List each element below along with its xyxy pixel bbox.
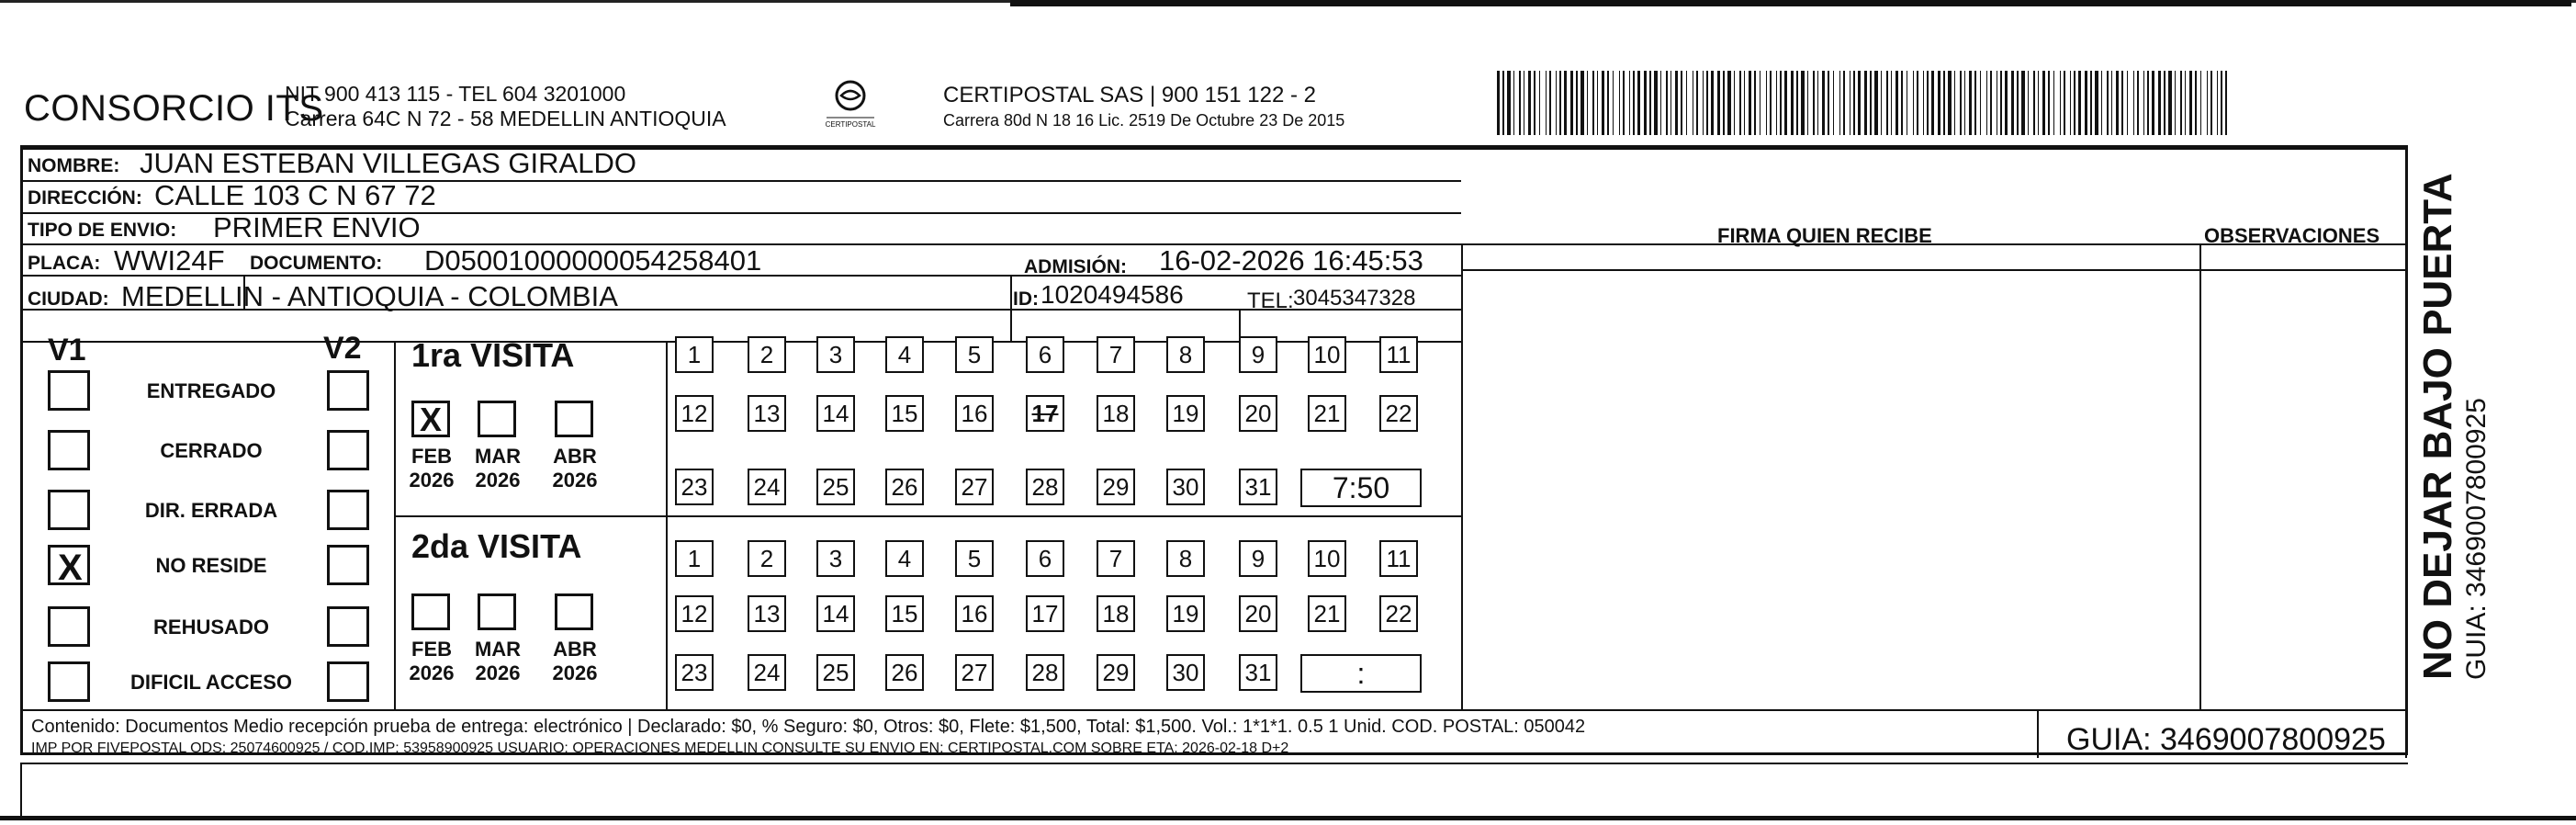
month-label: ABR 2026 [552, 445, 598, 492]
day-box[interactable]: 9 [1239, 540, 1277, 577]
day-box[interactable]: 19 [1166, 395, 1205, 432]
scan-edge-top-thick [1010, 0, 2571, 6]
form-bottom-line [20, 763, 2408, 764]
month-checkbox[interactable] [411, 593, 450, 630]
side-warning: NO DEJAR BAJO PUERTA [2415, 173, 2460, 680]
ciudad-value: MEDELLIN - ANTIOQUIA - COLOMBIA [121, 280, 618, 312]
day-box[interactable]: 20 [1239, 595, 1277, 632]
v1-checkbox[interactable] [48, 545, 90, 588]
status-label: DIFICIL ACCESO [129, 671, 292, 694]
day-box[interactable]: 5 [955, 336, 994, 373]
day-box[interactable]: 6 [1026, 540, 1064, 577]
day-box[interactable]: 25 [816, 469, 855, 505]
month-checkbox[interactable] [555, 593, 593, 630]
v1-checkbox[interactable] [48, 661, 90, 702]
footer-guia: GUIA: 3469007800925 [2066, 722, 2386, 757]
day-box[interactable]: 15 [885, 395, 924, 432]
admision-label: ADMISIÓN: [1024, 256, 1127, 277]
status-label: ENTREGADO [146, 379, 276, 402]
day-box[interactable]: 29 [1097, 469, 1135, 505]
day-box[interactable]: 4 [885, 336, 924, 373]
day-box[interactable]: 22 [1379, 395, 1418, 432]
tel-value: 3045347328 [1293, 286, 1416, 311]
day-box[interactable]: 9 [1239, 336, 1277, 373]
day-box[interactable]: 31 [1239, 654, 1277, 691]
month-checkbox[interactable] [555, 401, 593, 437]
second-visit-title: 2da VISITA [411, 527, 582, 565]
v2-checkbox[interactable] [327, 661, 369, 702]
day-box[interactable]: 11 [1379, 540, 1418, 577]
day-box[interactable]: 17 [1026, 595, 1064, 632]
day-box[interactable]: 14 [816, 395, 855, 432]
day-box[interactable]: 15 [885, 595, 924, 632]
day-box[interactable]: 18 [1097, 595, 1135, 632]
v1-header: V1 [48, 333, 86, 367]
direccion-value: CALLE 103 C N 67 72 [154, 179, 436, 211]
day-box[interactable]: 7 [1097, 336, 1135, 373]
day-box[interactable]: 4 [885, 540, 924, 577]
day-box[interactable]: 30 [1166, 469, 1205, 505]
day-box[interactable]: 2 [748, 336, 786, 373]
day-box[interactable]: 10 [1308, 336, 1346, 373]
day-box[interactable]: 7 [1097, 540, 1135, 577]
day-box[interactable]: 13 [748, 595, 786, 632]
day-box[interactable]: 26 [885, 654, 924, 691]
day-box[interactable]: 23 [675, 469, 714, 505]
direccion-label: DIRECCIÓN: [28, 187, 142, 209]
month-label: ABR 2026 [552, 638, 598, 684]
id-label: ID: [1013, 288, 1039, 310]
check-mark-icon: X [420, 401, 443, 438]
status-label: CERRADO [160, 439, 263, 462]
day-box[interactable]: 17 [1026, 395, 1064, 432]
day-box[interactable]: 28 [1026, 469, 1064, 505]
barcode [1497, 71, 2227, 135]
day-box[interactable]: 5 [955, 540, 994, 577]
v2-checkbox[interactable] [327, 370, 369, 411]
v1-checkbox[interactable] [48, 370, 90, 411]
day-box[interactable]: 29 [1097, 654, 1135, 691]
day-box[interactable]: 8 [1166, 540, 1205, 577]
day-box[interactable]: 21 [1308, 395, 1346, 432]
day-box[interactable]: 16 [955, 595, 994, 632]
day-box[interactable]: 3 [816, 540, 855, 577]
v2-checkbox[interactable] [327, 606, 369, 647]
time-box[interactable]: : [1300, 654, 1422, 693]
day-box[interactable]: 27 [955, 469, 994, 505]
side-vertical-text [2415, 173, 2492, 680]
ciudad-label: CIUDAD: [28, 288, 109, 310]
v2-checkbox[interactable] [327, 490, 369, 530]
day-box[interactable]: 13 [748, 395, 786, 432]
day-box[interactable]: 21 [1308, 595, 1346, 632]
day-box[interactable]: 6 [1026, 336, 1064, 373]
form-bottom-left-edge [20, 763, 22, 818]
status-label: NO RESIDE [155, 554, 267, 577]
day-box[interactable]: 8 [1166, 336, 1205, 373]
first-visit-title: 1ra VISITA [411, 336, 575, 374]
month-label: MAR 2026 [474, 638, 522, 684]
day-box[interactable]: 2 [748, 540, 786, 577]
day-box[interactable]: 14 [816, 595, 855, 632]
v1-checkbox[interactable] [48, 606, 90, 647]
side-guia: GUIA: 3469007800925 [2461, 398, 2492, 680]
day-box[interactable]: 1 [675, 540, 714, 577]
month-label: MAR 2026 [474, 445, 522, 492]
nombre-value: JUAN ESTEBAN VILLEGAS GIRALDO [140, 147, 636, 179]
tipo-envio-value: PRIMER ENVIO [213, 211, 421, 243]
status-label: DIR. ERRADA [144, 499, 278, 522]
day-box[interactable]: 16 [955, 395, 994, 432]
tel-label: TEL: [1247, 288, 1294, 313]
day-box[interactable]: 30 [1166, 654, 1205, 691]
certipostal-line2: Carrera 80d N 18 16 Lic. 2519 De Octubre 23 De 2015 [943, 111, 1345, 130]
id-value: 1020494586 [1041, 280, 1184, 309]
v2-checkbox[interactable] [327, 430, 369, 470]
placa-label: PLACA: [28, 253, 101, 274]
day-box[interactable]: 31 [1239, 469, 1277, 505]
day-box[interactable]: 28 [1026, 654, 1064, 691]
footer-print-info: IMP POR FIVEPOSTAL ODS: 25074600925 / COD.IMP: 53958900925 USUARIO: OPERACIONES MEDELLIN CONSULTE SU ENVIO EN: CERTIPOSTAL.COM SOBRE ETA: 2026-02-18 D+2 [31, 740, 1289, 756]
company-address: Carrera 64C N 72 - 58 MEDELLIN ANTIOQUIA [285, 107, 726, 130]
day-box[interactable]: 25 [816, 654, 855, 691]
nombre-label: NOMBRE: [28, 155, 120, 176]
placa-value: WWI24F [114, 244, 225, 277]
month-label: FEB 2026 [409, 638, 455, 684]
check-mark-icon: X [58, 548, 83, 588]
day-box[interactable]: 12 [675, 395, 714, 432]
firma-header: FIRMA QUIEN RECIBE [1717, 224, 1932, 247]
day-box[interactable]: 26 [885, 469, 924, 505]
certipostal-line1: CERTIPOSTAL SAS | 900 151 122 - 2 [943, 83, 1316, 107]
day-box[interactable]: 18 [1097, 395, 1135, 432]
month-label: FEB 2026 [409, 445, 455, 492]
day-box[interactable]: 10 [1308, 540, 1346, 577]
day-box[interactable]: 24 [748, 654, 786, 691]
v2-header: V2 [323, 331, 362, 366]
day-box[interactable]: 20 [1239, 395, 1277, 432]
day-box[interactable]: 23 [675, 654, 714, 691]
documento-label: DOCUMENTO: [250, 253, 383, 274]
v1-checkbox[interactable] [48, 430, 90, 470]
day-box[interactable]: 27 [955, 654, 994, 691]
time-box[interactable]: 7:50 [1300, 469, 1422, 507]
v1-checkbox[interactable] [48, 490, 90, 530]
status-label: REHUSADO [153, 616, 269, 639]
observaciones-header: OBSERVACIONES [2204, 224, 2380, 247]
certipostal-logo-icon [823, 77, 878, 130]
month-checkbox[interactable] [478, 593, 516, 630]
day-box[interactable]: 12 [675, 595, 714, 632]
day-box[interactable]: 3 [816, 336, 855, 373]
day-box[interactable]: 1 [675, 336, 714, 373]
day-box[interactable]: 22 [1379, 595, 1418, 632]
brand-name: CONSORCIO ITS [24, 88, 324, 129]
day-box[interactable]: 24 [748, 469, 786, 505]
footer-contents: Contenido: Documentos Medio recepción prueba de entrega: electrónico | Declarado: $0, % Seguro: $0, Otros: $0, Flete: $1,500, Total: $1,500. Vol.: 1*1*1. 0.5 1 Unid. COD. POSTAL: 050042 [31, 717, 1586, 737]
admision-value: 16-02-2026 16:45:53 [1159, 244, 1423, 277]
company-nit: NIT 900 413 115 - TEL 604 3201000 [285, 82, 626, 106]
month-checkbox[interactable] [478, 401, 516, 437]
scan-edge-bottom [0, 816, 2576, 820]
tipo-envio-label: TIPO DE ENVIO: [28, 220, 177, 241]
day-box[interactable]: 11 [1379, 336, 1418, 373]
day-box[interactable]: 19 [1166, 595, 1205, 632]
month-checkbox[interactable] [411, 401, 450, 437]
v2-checkbox[interactable] [327, 545, 369, 585]
documento-value: D05001000000054258401 [424, 244, 762, 277]
logo-text: CERTIPOSTAL [825, 120, 876, 129]
